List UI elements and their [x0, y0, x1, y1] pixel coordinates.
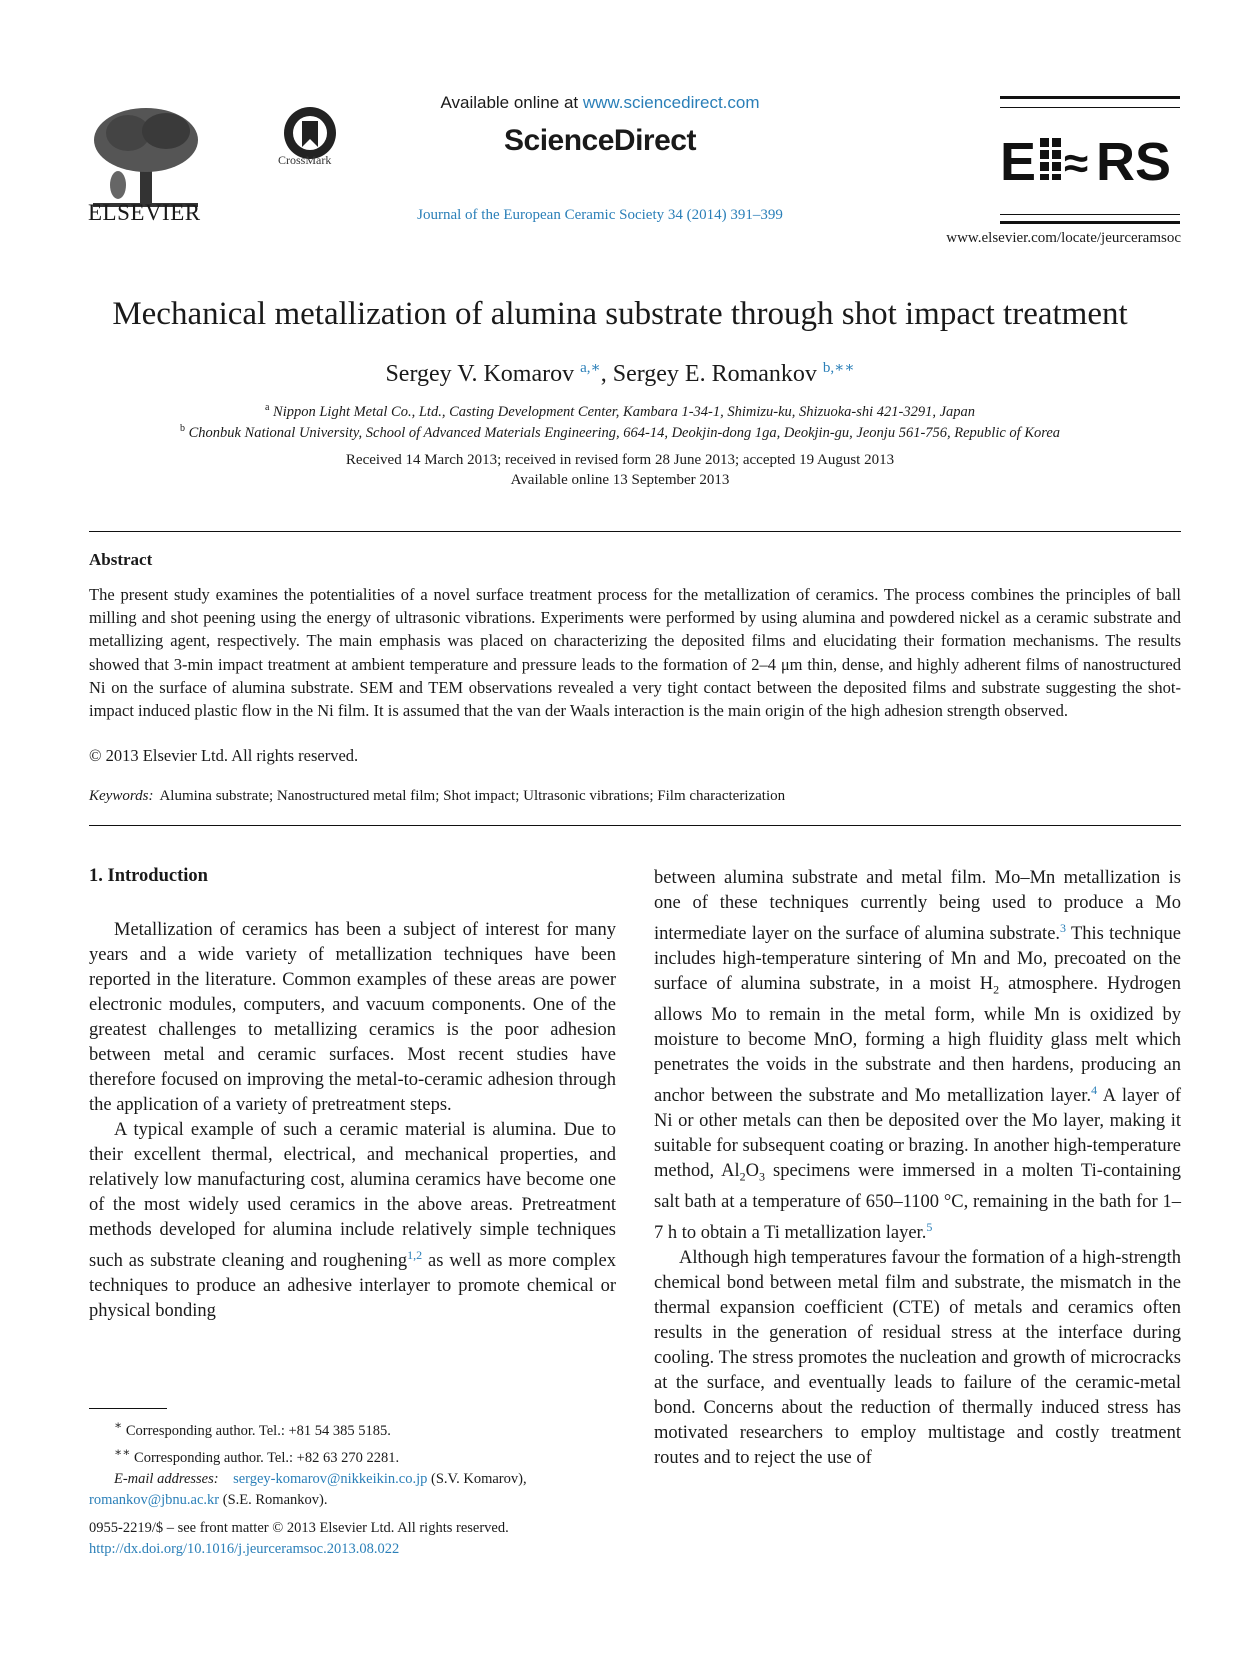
- author-separator: ,: [600, 361, 613, 387]
- subscript: 2: [993, 982, 1000, 997]
- intro-paragraph-2-text-a: A typical example of such a ceramic material is alumina. Due to their excellent thermal, electrical, and mechanical properties, and relatively low manufacturing cost, alumina ceramics have become one of the most widely used ceramics in the above areas. Pretreatment methods developed for alumina include relatively simple techniques such as substrate cleaning and roughening: [89, 1120, 616, 1272]
- affiliation-a-mark: a: [264, 402, 270, 413]
- intro-paragraph-2-continued: [654, 866, 1181, 1246]
- section-heading-introduction: 1. Introduction: [89, 866, 208, 886]
- intro-paragraph-2: [89, 1118, 616, 1324]
- sciencedirect-link[interactable]: www.sciencedirect.com: [582, 93, 760, 112]
- right-column: [654, 866, 1181, 1471]
- left-column: [89, 918, 616, 1324]
- doi-link[interactable]: http://dx.doi.org/10.1016/j.jeurceramsoc.2013.08.022: [89, 1541, 400, 1557]
- citation-ref-1-2[interactable]: 1,2: [407, 1248, 423, 1262]
- svg-text:RS: RS: [1096, 132, 1172, 190]
- text-segment: specimens were immersed in a molten Ti-containing salt bath at a temperature of 650–1100 °C, remaining in the bath for 1–7 h to obtain a Ti metallization layer.: [654, 1161, 1181, 1243]
- affiliation-a: [60, 402, 1180, 421]
- email-owner-komarov: (S.V. Komarov),: [427, 1470, 527, 1487]
- received-dates: Received 14 March 2013; received in revised form 28 June 2013; accepted 19 August 2013: [345, 452, 895, 468]
- subscript: 2: [739, 1169, 746, 1184]
- abstract-body: The present study examines the potentialities of a novel surface treatment process for the metallization of ceramics. The process combines the principles of ball milling and shot peening using the energy of ultrasonic vibrations. Experiments were performed by using alumina and powdered nickel as a ceramic substrate and metallizing agent, respectively. The main emphasis was placed on characterizing the deposited films and elucidating their formation mechanisms. The results showed that 3-min impact treatment at ambient temperature and pressure leads to the formation of 2–4 μm thin, dense, and highly adherent films of nanostructured Ni on the surface of alumina substrate. SEM and TEM observations revealed a very tight contact between the deposited films and substrate suggesting the shot-impact induced plastic flow in the Ni film. It is assumed that the van der Waals interaction is the main origin of the high adhesion strength observed.: [89, 585, 1181, 721]
- author-2: Sergey E. Romankov: [612, 361, 817, 387]
- text-segment: atmosphere. Hydrogen allows Mo to remain in the metal form, while Mn is oxidized by moisture to become MnO, forming a high fluidity glass melt which penetrates the voids in the substrate and then hardens, producing an anchor between the substrate and Mo metallization layer.: [654, 974, 1181, 1106]
- text-segment: between alumina substrate and metal film. Mo–Mn metallization is one of these techniques currently being used to produce a Mo intermediate layer on the surface of alumina substrate.: [654, 868, 1181, 945]
- abstract-bottom-rule: [89, 825, 1181, 826]
- keywords-list: Alumina substrate; Nanostructured metal film; Shot impact; Ultrasonic vibrations; Film characterization: [159, 788, 786, 804]
- email-owner-romankov: (S.E. Romankov).: [219, 1491, 328, 1508]
- journal-logo-bottom-rule: [1000, 214, 1180, 224]
- keywords-line: [89, 788, 785, 805]
- available-online-date: Available online 13 September 2013: [510, 472, 730, 488]
- author-1: Sergey V. Komarov: [385, 361, 575, 387]
- author-list: [60, 358, 1180, 388]
- email-link-komarov[interactable]: sergey-komarov@nikkeikin.co.jp: [233, 1470, 428, 1487]
- journal-citation-link[interactable]: Journal of the European Ceramic Society 34 (2014) 391–399: [417, 207, 783, 223]
- email-link-romankov[interactable]: romankov@jbnu.ac.kr: [89, 1491, 220, 1508]
- issn-line: 0955-2219/$ – see front matter © 2013 Elsevier Ltd. All rights reserved.: [89, 1520, 509, 1536]
- footnote-2-text: Corresponding author. Tel.: +82 63 270 2281.: [134, 1449, 400, 1466]
- affiliation-b-text: Chonbuk National University, School of Advanced Materials Engineering, 664-14, Deokjin-dong 1ga, Deokjin-gu, Jeonju 561-756, Republic of Korea: [184, 424, 1061, 441]
- ecrs-journal-logo: [1000, 128, 1180, 190]
- footnote-2-mark: ∗∗: [114, 1444, 131, 1459]
- footnote-1-mark: ∗: [114, 1418, 123, 1432]
- abstract-heading: Abstract: [89, 550, 153, 569]
- footnotes: [89, 1415, 616, 1511]
- subscript: 3: [759, 1169, 766, 1184]
- abstract-copyright: © 2013 Elsevier Ltd. All rights reserved.: [89, 746, 359, 765]
- article-title: Mechanical metallization of alumina substrate through shot impact treatment: [112, 296, 1128, 332]
- sciencedirect-wordmark: ScienceDirect: [504, 124, 696, 157]
- journal-logo-top-rule: [1000, 96, 1180, 108]
- citation-ref-5[interactable]: 5: [926, 1219, 933, 1234]
- citation-ref-3[interactable]: 3: [1060, 921, 1067, 935]
- front-matter: [89, 1518, 689, 1560]
- publisher-name: ELSEVIER: [88, 200, 201, 225]
- footnote-1: [89, 1415, 616, 1442]
- citation-ref-4[interactable]: 4: [1091, 1082, 1098, 1097]
- footnote-2: [89, 1442, 616, 1469]
- svg-text:≈: ≈: [1064, 139, 1089, 188]
- author-1-markers[interactable]: a,∗: [580, 360, 601, 376]
- author-2-markers[interactable]: b,∗∗: [822, 360, 855, 376]
- text-segment: A layer of Ni or other metals can then be deposited over the Mo layer, making it suitable for subsequent coating or brazing. In another high-temperature method, Al: [654, 1086, 1181, 1181]
- intro-paragraph-2-text-b: as well as more complex techniques to produce an adhesive interlayer to promote chemical or physical bonding: [89, 1251, 616, 1322]
- available-online-line: [400, 93, 800, 113]
- intro-paragraph-1: Metallization of ceramics has been a subject of interest for many years and a wide variety of metallization techniques have been reported in the literature. Common examples of these areas are power electronic modules, computers, and vacuum components. One of the greatest challenges to metallizing ceramics is the poor adhesion between metal and ceramic surfaces. Most recent studies have therefore focused on improving the metal-to-ceramic adhesion through the application of a variety of pretreatment steps.: [89, 920, 616, 1115]
- affiliation-a-text: Nippon Light Metal Co., Ltd., Casting Development Center, Kambara 1-34-1, Shimizu-ku, Shizuoka-shi 421-3291, Japan: [269, 403, 976, 420]
- abstract-top-rule: [89, 531, 1181, 532]
- footnote-1-text: Corresponding author. Tel.: +81 54 385 5185.: [125, 1422, 391, 1439]
- text-segment: This technique includes high-temperature sintering of Mn and Mo, precoated on the surface of alumina substrate, in a moist H: [654, 924, 1181, 995]
- journal-homepage-url[interactable]: www.elsevier.com/locate/jeurceramsoc: [946, 230, 1181, 246]
- email-addresses: [89, 1469, 616, 1490]
- email-label: E-mail addresses:: [114, 1470, 219, 1487]
- text-segment: O: [745, 1161, 760, 1181]
- footnote-rule: [89, 1408, 167, 1409]
- keywords-label: Keywords:: [89, 788, 154, 804]
- available-online-prefix: Available online at: [440, 93, 583, 112]
- svg-text:E: E: [1000, 132, 1037, 190]
- intro-paragraph-3: Although high temperatures favour the formation of a high-strength chemical bond between metal film and substrate, the mismatch in the thermal expansion coefficient (CTE) of metals and ceramics often results in the generation of residual stress at the interface during cooling. The stress promotes the nucleation and growth of microcracks at the surface, and eventually leads to failure of the ceramic-metal bond. Concerns about the reduction of thermally induced stress has motivated researchers to employ multistage and costly treatment routes and to reject the use of: [654, 1247, 1181, 1468]
- affiliation-b: [60, 423, 1180, 442]
- affiliation-b-mark: b: [179, 423, 185, 434]
- email-addresses-continued: [89, 1490, 616, 1511]
- crossmark-label: CrossMark: [278, 153, 332, 167]
